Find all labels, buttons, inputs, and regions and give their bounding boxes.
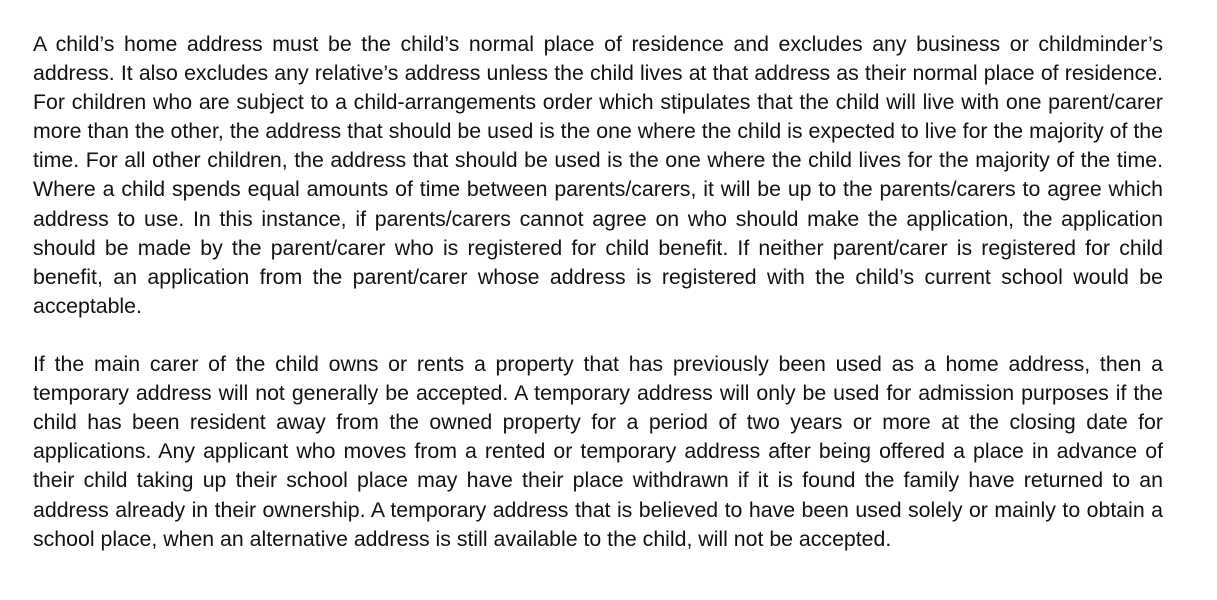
paragraph-home-address: A child’s home address must be the child’s normal place of residence and excludes any business or childminder’s address. It also excludes any relative’s address unless the child lives at that address as their normal place of residence. For children who are subject to a child-arrangements order which stipulates that the child will live with one parent/carer more than the other, the address that should be used is the one where the child is expected to live for the majority of the time. For all other children, the address that should be used is the one where the child lives for the majority of the time. Where a child spends equal amounts of time between parents/carers, it will be up to the parents/carers to agree which address to use. In this instance, if parents/carers cannot agree on who should make the application, the application should be made by the parent/carer who is registered for child benefit. If neither parent/carer is registered for child benefit, an application from the parent/carer whose address is registered with the child’s current school would be acceptable. (33, 32, 1163, 318)
paragraph-temporary-address: If the main carer of the child owns or rents a property that has previously been used as a home address, then a temporary address will not generally be accepted. A temporary address will only be used for admission purposes if the child has been resident away from the owned property for a period of two years or more at the closing date for applications. Any applicant who moves from a rented or temporary address after being offered a place in advance of their child taking up their school place may have their place withdrawn if it is found the family have returned to an address already in their ownership. A temporary address that is believed to have been used solely or mainly to obtain a school place, when an alternative address is still available to the child, will not be accepted. (33, 352, 1163, 551)
document-body (33, 30, 1163, 554)
